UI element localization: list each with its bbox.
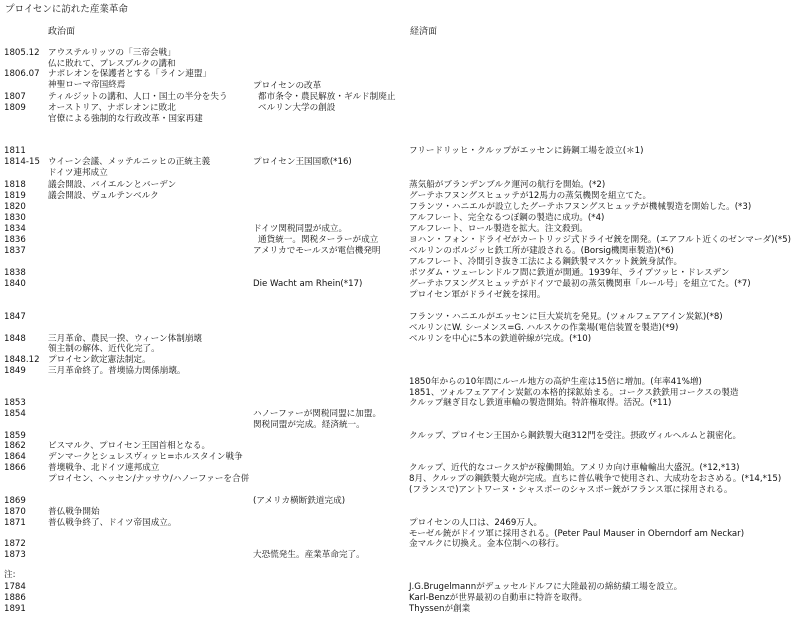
politics-entry: 議会開設、バイエルンとバーデン xyxy=(48,180,177,190)
economy-entry: 蒸気船がブランデンブルク運河の航行を開始。(*2) xyxy=(409,180,606,190)
economy-entry: J.G.Brugelmannがデュッセルドルフに大陸最初の綿紡績工場を設立。 xyxy=(409,582,683,592)
year-label: 1830 xyxy=(4,213,26,223)
year-label: 1848.12 xyxy=(4,355,40,365)
economy-entry: クルップ、プロイセン王国から鋼鉄製大砲312門を受注。摂政ヴィルヘルムと親密化。 xyxy=(409,431,742,441)
year-label: 1819 xyxy=(4,191,26,201)
economy-entry: Karl-Benzが世界最初の自動車に特許を取得。 xyxy=(409,593,588,603)
year-label: 1847 xyxy=(4,312,26,322)
economy-entry: 8月、クルップの鋼鉄製大砲が完成。直ちに普仏戦争で使用され、大成功をおさめる。(*14,*15) xyxy=(409,474,782,484)
year-label: 1870 xyxy=(4,507,26,517)
politics-column-header: 政治面 xyxy=(48,27,76,37)
middle-entry: プロイセン王国国歌(*16) xyxy=(253,157,352,167)
year-label: 1886 xyxy=(4,593,26,603)
year-label: 1891 xyxy=(4,604,26,614)
economy-column-header: 経済面 xyxy=(410,27,438,37)
politics-entry: ビスマルク、プロイセン王国首相となる。 xyxy=(48,441,211,451)
economy-entry: プロイセンの人口は、2469万人。 xyxy=(409,518,543,528)
economy-entry: アルフレート、完全なるつぼ鋼の製造に成功。(*4) xyxy=(409,213,605,223)
politics-entry: ティルジットの講和、人口・国土の半分を失う xyxy=(48,92,228,102)
politics-entry: 官僚による強制的な行政改革・国家再建 xyxy=(48,114,203,124)
middle-entry: ドイツ関税同盟が成立。 xyxy=(253,224,348,234)
year-label: 1853 xyxy=(4,398,26,408)
middle-entry: 大恐慌発生。産業革命完了。 xyxy=(253,550,365,560)
year-label: 1854 xyxy=(4,409,26,419)
year-label: 1809 xyxy=(4,103,26,113)
economy-entry: ポツダム・ツェーレンドルフ間に鉄道が開通。1939年、ライプツッヒ・ドレスデン xyxy=(409,268,730,278)
year-label: 1805.12 xyxy=(4,48,40,58)
economy-entry: ベルリンにW. シーメンス=G. ハルスケの作業場(電信装置を製造)(*9) xyxy=(409,323,679,333)
year-label: 1869 xyxy=(4,496,26,506)
economy-entry: 1850年からの10年間にルール地方の高炉生産は15倍に増加。(年率41%増) xyxy=(409,377,702,387)
economy-entry: グーテホフヌングスヒュッテがドイツで最初の蒸気機関車「ルール号」を組立てた。(*7) xyxy=(409,279,751,289)
politics-entry: オーストリア、ナポレオンに敗北 xyxy=(48,103,176,113)
economy-entry: フリードリッヒ・クルップがエッセンに鋳鋼工場を設立(＊1) xyxy=(409,146,644,156)
year-label: 1836 xyxy=(4,235,26,245)
politics-entry: 普墺戦争、北ドイツ連邦成立 xyxy=(48,463,160,473)
year-label: 1848 xyxy=(4,334,26,344)
politics-entry: 議会開設、ヴュルテンベルク xyxy=(48,191,159,201)
politics-entry: ウイーン会議、メッテルニッヒの正統主義 xyxy=(48,157,211,167)
politics-entry: 三月革命、農民一揆、ウィーン体制崩壊 xyxy=(48,334,203,344)
middle-entry: (アメリカ横断鉄道完成) xyxy=(253,496,346,506)
year-label: 1840 xyxy=(4,279,26,289)
notes-label: 注: xyxy=(4,570,16,580)
economy-entry: クルップ、近代的なコークス炉が稼働開始。アメリカ向け車輪輸出大盛況。(*12,*13) xyxy=(409,463,740,473)
economy-entry: フランツ・ハニエルが設立したグーテホフヌングスヒュッテが機械製造を開始した。(*3) xyxy=(409,202,752,212)
year-label: 1834 xyxy=(4,224,26,234)
economy-entry: グーテホフヌングスヒュッテが12馬力の蒸気機関を組立てた。 xyxy=(409,191,652,201)
politics-entry: 三月革命終了。普墺協力関係崩壊。 xyxy=(48,366,186,376)
middle-entry: ベルリン大学の創設 xyxy=(258,103,336,113)
year-label: 1811 xyxy=(4,146,26,156)
year-label: 1872 xyxy=(4,539,26,549)
economy-entry: 金マルクに切換え。金本位制への移行。 xyxy=(409,539,565,549)
year-label: 1784 xyxy=(4,582,26,592)
politics-entry: プロイセン欽定憲法制定。 xyxy=(48,355,151,365)
middle-entry: アメリカでモールスが電信機発明 xyxy=(253,246,381,256)
economy-entry: (フランスで)アントワーヌ・シャスポーのシャスポー銃がフランス軍に採用される。 xyxy=(409,485,733,495)
middle-entry: プロイセンの改革 xyxy=(253,81,322,91)
middle-entry: 関税同盟が完成。経済統一。 xyxy=(253,420,365,430)
economy-entry: クルップ継ぎ目なし鉄道車輪の製造開始。特許権取得。活況。(*11) xyxy=(409,398,672,408)
year-label: 1864 xyxy=(4,452,26,462)
politics-entry: プロイセン、ヘッセン/ナッサウ/ハノーファーを合併 xyxy=(48,474,250,484)
year-label: 1859 xyxy=(4,431,26,441)
year-label: 1866 xyxy=(4,463,26,473)
economy-entry: ベルリンを中心に5本の鉄道幹線が完成。(*10) xyxy=(409,334,592,344)
year-label: 1807 xyxy=(4,92,26,102)
economy-entry: プロイセン軍がドライゼ銃を採用。 xyxy=(409,290,546,300)
economy-entry: アルフレート、冷間引き抜き工法による鋼鉄製マスケット銃銃身試作。 xyxy=(409,257,683,267)
economy-entry: ヨハン・フォン・ドライゼがカートリッジ式ドライゼ銃を開発。(エアフルト近くのゼンマーダ)(*5) xyxy=(409,235,791,245)
year-label: 1820 xyxy=(4,202,26,212)
politics-entry: ナポレオンを保護者とする「ライン連盟」 xyxy=(48,69,212,79)
year-label: 1871 xyxy=(4,518,26,528)
middle-entry: 通貨統一。関税ターラーが成立 xyxy=(258,235,379,245)
politics-entry: 領主制の解体、近代化完了。 xyxy=(48,344,160,354)
politics-entry: 仏に敗れて、プレスブルクの講和 xyxy=(48,59,176,69)
year-label: 1806.07 xyxy=(4,69,40,79)
economy-entry: アルフレート、ロール製造を拡大。注文殺到。 xyxy=(409,224,588,234)
year-label: 1814-15 xyxy=(4,157,40,167)
year-label: 1849 xyxy=(4,366,26,376)
politics-entry: 普仏戦争終了、ドイツ帝国成立。 xyxy=(48,518,177,528)
year-label: 1862 xyxy=(4,441,26,451)
middle-entry: ハノーファーが関税同盟に加盟。 xyxy=(253,409,382,419)
year-label: 1873 xyxy=(4,550,26,560)
document-title: プロイセンに訪れた産業革命 xyxy=(5,4,128,15)
politics-entry: アウステルリッツの「三帝会戦」 xyxy=(48,48,176,58)
politics-entry: 普仏戦争開始 xyxy=(48,507,100,517)
middle-entry: 都市条令・農民解放・ギルド制廃止 xyxy=(258,92,396,102)
politics-entry: 神聖ローマ帝国終焉 xyxy=(48,80,126,90)
economy-entry: モーゼル銃がドイツ軍に採用される。(Peter Paul Mauser in Oberndorf am Neckar) xyxy=(409,529,745,539)
year-label: 1838 xyxy=(4,268,26,278)
economy-entry: Thyssenが創業 xyxy=(409,604,471,614)
middle-entry: Die Wacht am Rhein(*17) xyxy=(253,279,363,289)
economy-entry: 1851、ツォルフェアアイン炭鉱の本格的採鉱始まる。コークス鉄鉄用コークスの製造 xyxy=(409,388,739,398)
year-label: 1818 xyxy=(4,180,26,190)
year-label: 1837 xyxy=(4,246,26,256)
politics-entry: デンマークとシュレスヴィッヒ=ホルスタイン戦争 xyxy=(48,452,243,462)
economy-entry: フランツ・ハニエルがエッセンに巨大炭坑を発見。(ツォルフェアアイン炭鉱)(*8) xyxy=(409,312,723,322)
politics-entry: ドイツ連邦成立 xyxy=(48,168,108,178)
economy-entry: ベルリンのボルジッヒ鉄工所が建設される。(Borsig機関車製造)(*6) xyxy=(409,246,674,256)
